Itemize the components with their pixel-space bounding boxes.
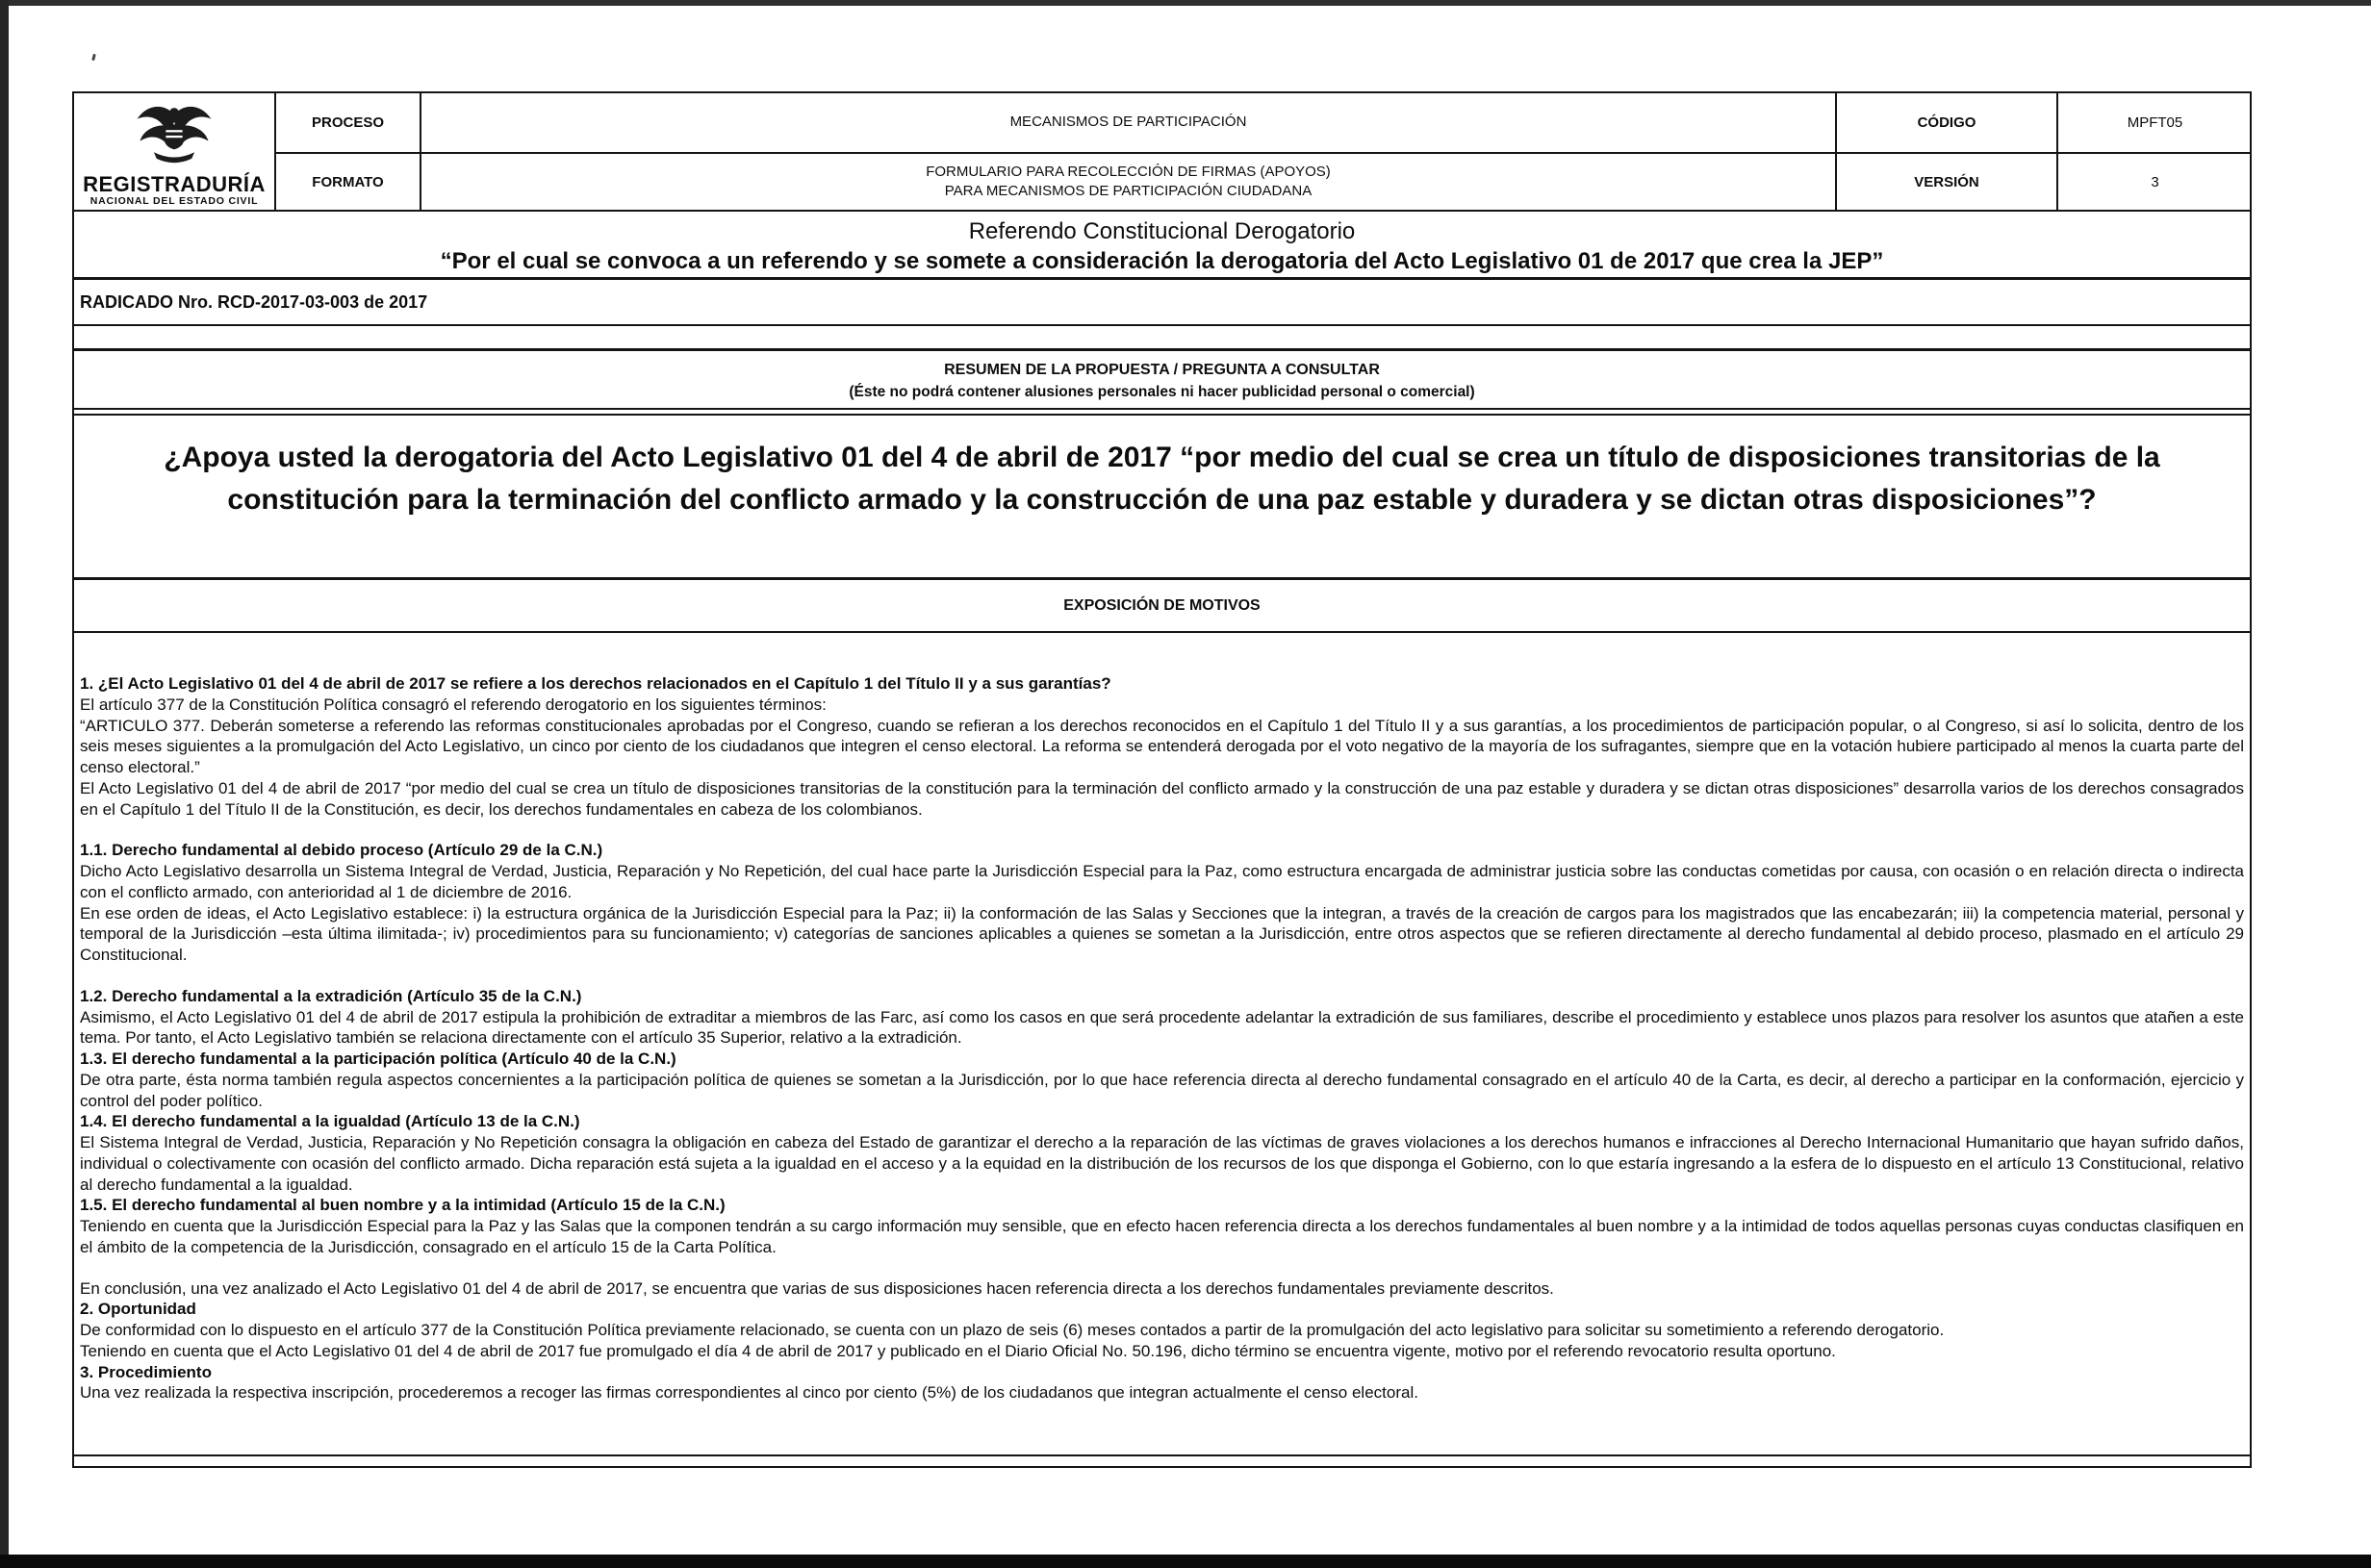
question-section (74, 414, 2250, 577)
motivos-paragraph (80, 966, 2244, 986)
motivos-paragraph: En ese orden de ideas, el Acto Legislativo establece: i) la estructura orgánica de la Jurisdicción Especial para la Paz; ii) la conformación de las Salas y Secciones que la integran, a través de la creación de cargos para los magistrados que las encabezarán; iii) la competencia material, personal y temporal de la Jurisdicción –esta última ilimitada-; iv) procedimientos para su funcionamiento; v) categorías de sanciones aplicables a quienes se sometan a la Jurisdicción, entre otros aspectos que se refieren directamente al derecho fundamental al debido proceso, plasmado en el artículo 29 Constitucional. (80, 903, 2244, 964)
motivos-paragraph: El Acto Legislativo 01 del 4 de abril de 2017 “por medio del cual se crea un título de disposiciones transitorias de la constitución para la terminación del conflicto armado y la construcción de una paz estable y duradera y se dictan otras disposiciones” desarrolla varios de los derechos consagrados en el Capítulo 1 del Título II de la Constitución, es decir, los derechos fundamentales en cabeza de los colombianos. (80, 778, 2244, 819)
motivos-paragraph (80, 1258, 2244, 1278)
header-value-formato (420, 152, 1835, 210)
bottom-strip (74, 1454, 2250, 1466)
scan-artifact (91, 54, 96, 62)
motivos-paragraph: 1. ¿El Acto Legislativo 01 del 4 de abril de 2017 se refiere a los derechos relacionados en el Capítulo 1 del Título II y a sus garantías? (80, 674, 1111, 693)
resumen-subtitle: (Éste no podrá contener alusiones personales ni hacer publicidad personal o comercial) (849, 383, 1475, 400)
motivos-paragraph: Teniendo en cuenta que el Acto Legislativo 01 del 4 de abril de 2017 fue promulgado el día 4 de abril de 2017 y publicado en el Diario Oficial No. 50.196, dicho término se encuentra vigente, motivo por el referendo revocatorio resulta oportuno. (80, 1341, 1836, 1360)
motivos-paragraph: 1.4. El derecho fundamental a la igualdad (Artículo 13 de la C.N.) (80, 1112, 580, 1131)
header-label-version: VERSIÓN (1835, 152, 2056, 210)
header-label-proceso: PROCESO (274, 93, 420, 152)
scan-edge-top (0, 0, 2371, 6)
motivos-body (74, 631, 2250, 1454)
header-value-line: MECANISMOS DE PARTICIPACIÓN (1009, 114, 1247, 131)
header-value-version: 3 (2056, 152, 2252, 210)
motivos-paragraph: Asimismo, el Acto Legislativo 01 del 4 de abril de 2017 estipula la prohibición de extraditar a miembros de las Farc, así como los casos en que será procedente adelantar la extradición de sus familiares, describe el procedimiento y establece unos plazos para resolver los asuntos que atañen a este tema. Por tanto, el Acto Legislativo también se relaciona directamente con el artículo 35 Superior, relativo a la extradición. (80, 1007, 2244, 1048)
motivos-title: EXPOSICIÓN DE MOTIVOS (1063, 596, 1261, 614)
motivos-paragraph (80, 820, 2244, 840)
logo-title: REGISTRADURÍA (83, 171, 266, 196)
resumen-section-header (74, 348, 2250, 410)
motivos-section-header (74, 577, 2250, 631)
logo-subtitle: NACIONAL DEL ESTADO CIVIL (89, 194, 259, 207)
motivos-paragraph: 1.3. El derecho fundamental a la participación política (Artículo 40 de la C.N.) (80, 1050, 676, 1068)
motivos-paragraph: En conclusión, una vez analizado el Acto Legislativo 01 del 4 de abril de 2017, se encuentra que varias de sus disposiciones hacen referencia directa a los derechos fundamentales previamente descritos. (80, 1278, 1554, 1298)
referendum-title-section (74, 210, 2250, 277)
referendum-type: Referendo Constitucional Derogatorio (968, 218, 1356, 244)
motivos-paragraph: 1.2. Derecho fundamental a la extradición (Artículo 35 de la C.N.) (80, 986, 582, 1005)
referendum-subtitle: “Por el cual se convoca a un referendo y se somete a consideración la derogatoria del Acto Legislativo 01 de 2017 que crea la JEP” (440, 247, 1884, 274)
referendum-question: ¿Apoya usted la derogatoria del Acto Legislativo 01 del 4 de abril de 2017 “por medio del cual se crea un título de disposiciones transitorias de la constitución para la terminación del conflicto armado y la construcción de una paz estable y duradera y se dictan otras disposiciones”? (164, 442, 2160, 517)
motivos-paragraph: 2. Oportunidad (80, 1300, 196, 1319)
empty-row (74, 324, 2250, 348)
coat-of-arms-icon (128, 100, 220, 172)
radicado-number: RADICADO Nro. RCD-2017-03-003 de 2017 (80, 291, 428, 312)
motivos-paragraph: 3. Procedimiento (80, 1362, 212, 1381)
form-header (74, 93, 2250, 210)
motivos-paragraph: 1.5. El derecho fundamental al buen nombre y a la intimidad (Artículo 15 de la C.N.) (80, 1196, 726, 1215)
resumen-title: RESUMEN DE LA PROPUESTA / PREGUNTA A CONSULTAR (944, 362, 1380, 378)
motivos-paragraph: Teniendo en cuenta que la Jurisdicción Especial para la Paz y las Salas que la componen tendrán a su cargo información muy sensible, que en efecto hacen referencia directa a los derechos fundamentales al buen nombre y a la intimidad de todos aquellas personas cuyas conductas clasifiquen en el ámbito de la competencia de la Jurisdicción, consagrado en el artículo 15 de la Carta Política. (80, 1217, 2244, 1256)
motivos-paragraph: Dicho Acto Legislativo desarrolla un Sistema Integral de Verdad, Justicia, Reparación y No Repetición, del cual hace parte la Jurisdicción Especial para la Paz, como estructura encargada de administrar justicia sobre las conductas cometidas por causa, con ocasión o en relación directa o indirecta con el conflicto armado, con anterioridad al 1 de diciembre de 2016. (80, 862, 2244, 901)
motivos-paragraph: “ARTICULO 377. Deberán someterse a referendo las reformas constitucionales aprobadas por el Congreso, cuando se refieran a los derechos reconocidos en el Capítulo 1 del Título II y a sus garantías, a los procedimientos de participación popular, o al Congreso, si así lo solicita, dentro de los seis meses siguientes a la promulgación del Acto Legislativo, un cinco por ciento de los ciudadanos que integren el censo electoral. La reforma se entenderá derogada por el voto negativo de la mayoría de los sufragantes, siempre que en la votación hubiere participado al menos la cuarta parte del censo electoral.” (80, 716, 2244, 776)
motivos-paragraph: 1.1. Derecho fundamental al debido proceso (Artículo 29 de la C.N.) (80, 841, 603, 860)
motivos-paragraph: De otra parte, ésta norma también regula aspectos concernientes a la participación política de quienes se sometan a la Jurisdicción, por lo que hace referencia directa al derecho fundamental consagrado en el artículo 40 de la Carta, es decir, al derecho a participar en la conformación, ejercicio y control del poder político. (80, 1070, 2244, 1110)
form-table (72, 91, 2252, 1468)
motivos-paragraph: Una vez realizada la respectiva inscripción, procederemos a recoger las firmas correspondientes al cinco por ciento (5%) de los ciudadanos que integran actualmente el censo electoral. (80, 1383, 1418, 1403)
motivos-paragraph: El Sistema Integral de Verdad, Justicia, Reparación y No Repetición consagra la obligación en cabeza del Estado de garantizar el derecho a la reparación de las víctimas de graves violaciones a los derechos humanos e infracciones al Derecho Internacional Humanitario que hayan sufrido daños, individual o colectivamente con ocasión del conflicto armado. Dicha reparación está sujeta a la igualdad en el acceso y a la equidad en la distribución de los recursos de los que disponga el Gobierno, con lo que estaría ingresando a la esfera de lo dispuesto en el artículo 13 Constitucional, relativo al derecho fundamental a la igualdad. (80, 1133, 2244, 1194)
header-value-proceso (420, 93, 1835, 152)
logo-cell (74, 93, 274, 210)
motivos-paragraph: De conformidad con lo dispuesto en el artículo 377 de la Constitución Política previamente relacionado, se cuenta con un plazo de seis (6) meses contados a partir de la promulgación del acto legislativo para solicitar su sometimiento a referendo derogatorio. (80, 1321, 1945, 1339)
header-label-formato: FORMATO (274, 152, 420, 210)
scan-edge-left (0, 0, 9, 1568)
header-value-codigo: MPFT05 (2056, 93, 2252, 152)
motivos-paragraph: El artículo 377 de la Constitución Política consagró el referendo derogatorio en los siguientes términos: (80, 695, 827, 714)
header-label-codigo: CÓDIGO (1835, 93, 2056, 152)
header-value-line: FORMULARIO PARA RECOLECCIÓN DE FIRMAS (APOYOS) (926, 163, 1331, 180)
header-value-line: PARA MECANISMOS DE PARTICIPACIÓN CIUDADANA (944, 183, 1313, 199)
scan-edge-bottom (0, 1555, 2371, 1568)
radicado-row (74, 277, 2250, 324)
